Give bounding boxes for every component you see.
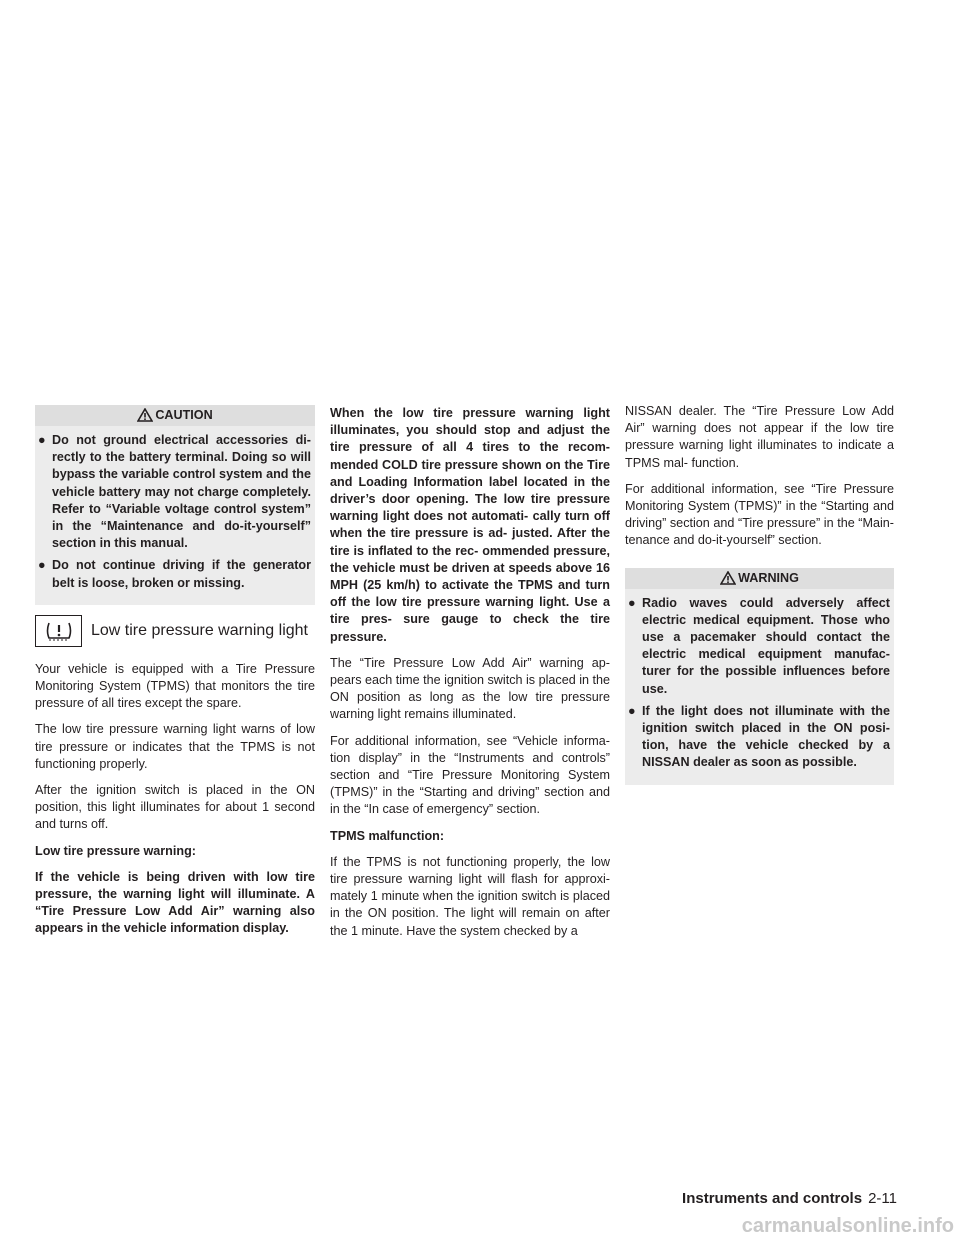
column-3 [625,403,894,795]
warning-triangle-icon [137,408,153,422]
column-2 [330,405,610,949]
warning-bullet: ● Radio waves could adversely affect electric medical equipment. Those who use a pacemaker should contact the electric medical equipment manufac- turer for the possible influences before use. [628,595,890,696]
paragraph: After the ignition switch is placed in the ON position, this light illuminates for about 1 second and turns off. [35,783,315,832]
caution-title: CAUTION [155,408,213,422]
paragraph: If the TPMS is not functioning properly, the low tire pressure warning light will flash for approxi- mately 1 minute when the ignition switch is placed in the ON position. The light will remain on after the 1 minute. Have the system checked by a [330,854,610,938]
paragraph: For additional information, see “Tire Pressure Monitoring System (TPMS)” in the “Starting and driving” section and “Tire pressure” in the “Main- tenance and do-it-yourself” section. [625,481,894,548]
paragraph: For additional information, see “Vehicle informa- tion display” in the “Instruments and controls” section and “Tire Pressure Monitoring System (TPMS)” in the “Starting and driving” section and in the “In case of emergency” section. [330,733,610,817]
subheading: Low tire pressure warning: [35,843,196,858]
warning-triangle-icon [720,571,736,585]
paragraph: The “Tire Pressure Low Add Air” warning ap- pears each time the ignition switch is placed in the ON position as long as the low tire pressure warning light remains illuminated. [330,655,611,722]
caution-bullet: ● Do not ground electrical accessories di- rectly to the battery terminal. Doing so will bypass the variable control system and the vehicle battery may not charge completely. Refer to “Variable voltage control system” in the “Maintenance and do-it-yourself” section in this manual. [38,433,311,551]
warning-title: WARNING [738,570,799,585]
page-footer [682,1190,897,1207]
column-1 [35,405,315,947]
footer-section: Instruments and controls [682,1190,863,1207]
caution-box [35,405,315,605]
section-title: Low tire pressure warning light [91,622,308,640]
warning-bullet: ● If the light does not illuminate with the ignition switch placed in the ON posi- tion, have the vehicle checked by a NISSAN dealer as soon as possible. [628,703,890,770]
caution-bullet: ● Do not continue driving if the generator belt is loose, broken or missing. [38,558,311,590]
warning-box [625,568,894,785]
paragraph: NISSAN dealer. The “Tire Pressure Low Add Air” warning does not appear if the low tire pressure warning light illuminates to indicate a TPMS mal- function. [625,404,894,470]
paragraph-bold: If the vehicle is being driven with low tire pressure, the warning light will illuminate. A “Tire Pressure Low Add Air” warning also appears in the vehicle information display. [35,869,315,936]
paragraph: Your vehicle is equipped with a Tire Pressure Monitoring System (TPMS) that monitors the tire pressure of all tires except the spare. [35,661,315,711]
paragraph-bold: When the low tire pressure warning light illuminates, you should stop and adjust the tire pressure of all 4 tires to the recom- mended COLD tire pressure shown on the Tire and Loading Information label located in the driver’s door opening. The low tire pressure warning light does not automati- cally turn off when the tire pressure is ad- justed. After the tire is inflated to the rec- ommended pressure, the vehicle must be driven at speeds above 16 MPH (25 km/h) to activate the TPMS and turn off the low tire pressure warning light. Use a tire pres- sure gauge to check the tire pressure. [330,406,610,644]
page-number: 2-11 [868,1190,897,1207]
subheading: TPMS malfunction: [330,828,445,843]
caution-header [35,405,315,426]
tire-pressure-icon [35,615,82,647]
section-heading [35,615,315,647]
paragraph: The low tire pressure warning light warns of low tire pressure or indicates that the TPMS is not functioning properly. [35,722,315,771]
watermark: carmanualsonline.info [741,1215,954,1237]
warning-header [625,568,894,589]
